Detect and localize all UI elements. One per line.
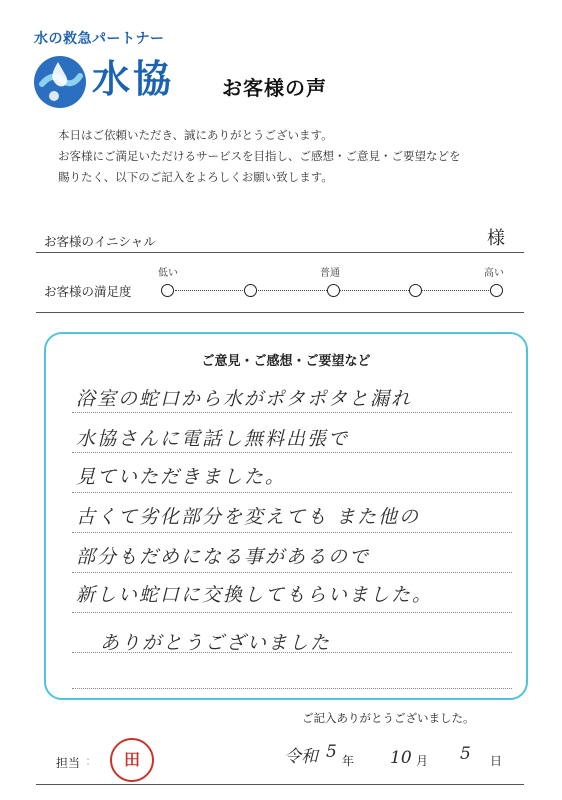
date-day-unit: 日 bbox=[490, 754, 503, 768]
satisfaction-radio-3[interactable] bbox=[327, 284, 340, 297]
comment-line: 新しい蛇口に交換してもらいました。 bbox=[76, 584, 434, 606]
thanks-text: ご記入ありがとうございました。 bbox=[302, 711, 475, 725]
ruled-line bbox=[72, 492, 512, 493]
tagline: 水の救急パートナー bbox=[34, 31, 165, 47]
initials-field[interactable] bbox=[36, 252, 524, 253]
brand-name: 水協 bbox=[92, 57, 175, 101]
scale-high-label: 高い bbox=[484, 268, 504, 279]
date-day: 5 bbox=[460, 744, 471, 764]
intro-line: 賜りたく、以下のご記入をよろしくお願い致します。 bbox=[58, 170, 333, 184]
comment-line: 見ていただきました。 bbox=[76, 466, 287, 488]
honorific-sama: 様 bbox=[487, 228, 505, 249]
satisfaction-radio-5[interactable] bbox=[490, 284, 503, 297]
comment-line: 水協さんに電話し無料出張で bbox=[76, 428, 350, 450]
staff-colon: : bbox=[86, 754, 91, 768]
ruled-line bbox=[72, 412, 512, 413]
comment-line: 古くて劣化部分を変えても また他の bbox=[76, 506, 421, 528]
page-title: お客様の声 bbox=[222, 76, 327, 100]
date-month-unit: 月 bbox=[416, 754, 429, 768]
satisfaction-radio-4[interactable] bbox=[409, 284, 422, 297]
date-underline bbox=[36, 784, 524, 785]
ruled-line bbox=[72, 532, 512, 533]
comments-title: ご意見・ご感想・ご要望など bbox=[201, 354, 371, 369]
comment-line: ありがとうございました bbox=[100, 632, 332, 654]
water-drop-logo-icon bbox=[32, 54, 88, 110]
intro-text bbox=[58, 125, 461, 188]
comment-line: 浴室の蛇口から水がポタポタと漏れ bbox=[76, 388, 413, 410]
initials-label: お客様のイニシャル bbox=[44, 234, 156, 249]
date-era: 令和 bbox=[284, 747, 318, 767]
satisfaction-radio-1[interactable] bbox=[161, 284, 174, 297]
staff-stamp: 田 bbox=[110, 738, 154, 782]
comment-line: 部分もだめになる事があるので bbox=[76, 546, 371, 568]
scale-low-label: 低い bbox=[158, 268, 178, 279]
date-year-unit: 年 bbox=[342, 754, 355, 768]
ruled-line bbox=[72, 688, 512, 689]
intro-line: お客様にご満足いただけるサービスを目指し、ご感想・ご意見・ご要望などを bbox=[58, 149, 461, 163]
staff-label: 担当 bbox=[56, 756, 81, 770]
satisfaction-radio-2[interactable] bbox=[244, 284, 257, 297]
intro-line: 本日はご依頼いただき、誠にありがとうございます。 bbox=[58, 128, 333, 142]
satisfaction-label: お客様の満足度 bbox=[44, 284, 132, 299]
date-year: 5 bbox=[326, 742, 337, 762]
ruled-line bbox=[72, 452, 512, 453]
scale-mid-label: 普通 bbox=[320, 268, 340, 279]
date-month: 10 bbox=[390, 748, 412, 768]
divider bbox=[36, 312, 524, 313]
ruled-line bbox=[72, 612, 512, 613]
ruled-line bbox=[72, 572, 512, 573]
